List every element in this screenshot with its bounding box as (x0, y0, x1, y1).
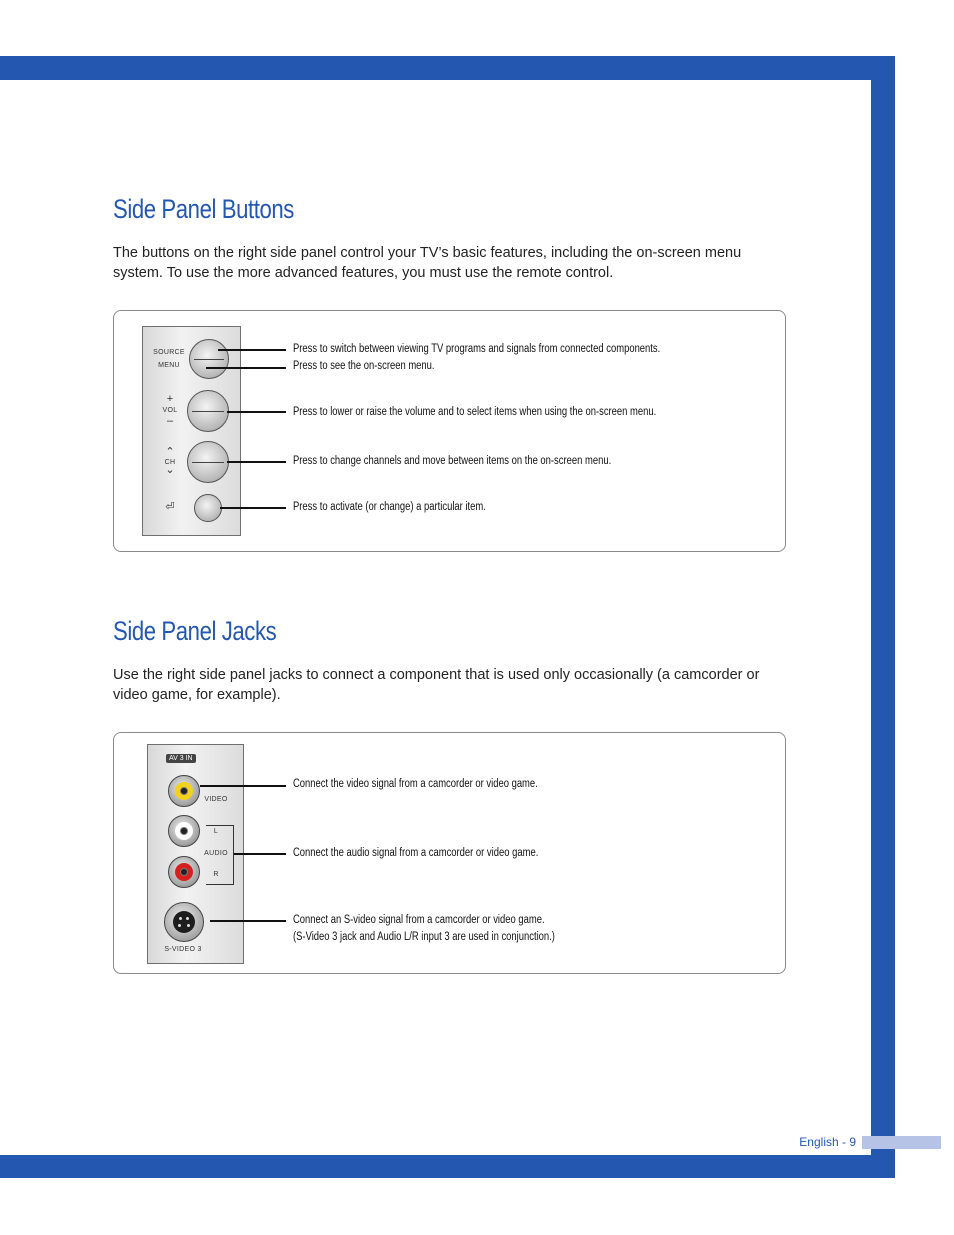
audio-label: AUDIO (204, 850, 228, 857)
enter-icon: ⏎ (165, 501, 175, 513)
video-callout: Connect the video signal from a camcorder or video game. (293, 778, 538, 790)
vol-label: VOL (162, 407, 178, 414)
audio-callout-line (234, 853, 286, 855)
jacks-section-intro: Use the right side panel jacks to connect a component that is used only occasionally (a camcorder or video game, for example). (113, 667, 760, 703)
s-video-label: S-VIDEO 3 (164, 946, 202, 953)
chevron-down-icon: ⌄ (165, 464, 175, 476)
menu-callout: Press to see the on-screen menu. (293, 360, 435, 372)
s-video-callout-line2: (S-Video 3 jack and Audio L/R input 3 are used in conjunction.) (293, 931, 555, 943)
page-frame-top (0, 56, 895, 80)
jacks-section-title: Side Panel Jacks (113, 616, 277, 646)
enter-callout-line (220, 507, 286, 509)
av3-in-badge: AV 3 IN (166, 754, 196, 763)
s-video-jack (164, 902, 204, 942)
minus-icon: – (166, 415, 174, 427)
plus-icon: + (166, 393, 174, 405)
source-callout-line (218, 349, 286, 351)
audio-r-label: R (213, 871, 219, 878)
vol-callout-line (227, 411, 286, 413)
vol-callout: Press to lower or raise the volume and to select items when using the on-screen menu. (293, 406, 657, 418)
menu-callout-line (206, 367, 286, 369)
page-number-tab (862, 1136, 941, 1149)
chevron-up-icon: ⌃ (165, 446, 175, 458)
audio-callout: Connect the audio signal from a camcorder or video game. (293, 847, 539, 859)
enter-button (194, 494, 222, 522)
source-menu-rocker-button (189, 339, 229, 379)
video-jack (168, 775, 200, 807)
video-callout-line (200, 785, 286, 787)
volume-rocker-button (187, 390, 229, 432)
audio-l-label: L (213, 828, 219, 835)
source-label: SOURCE (153, 349, 185, 356)
ch-callout: Press to change channels and move between items on the on-screen menu. (293, 455, 612, 467)
s-video-callout-line (210, 920, 286, 922)
ch-callout-line (227, 461, 286, 463)
enter-callout: Press to activate (or change) a particular item. (293, 501, 486, 513)
audio-r-jack (168, 856, 200, 888)
page-frame-right (871, 56, 895, 1178)
ch-label: CH (164, 459, 176, 466)
s-video-callout-line1: Connect an S-video signal from a camcorder or video game. (293, 914, 545, 926)
page-frame-bottom (0, 1155, 895, 1178)
buttons-section-intro: The buttons on the right side panel control your TV’s basic features, including the on-screen menu system. To use the more advanced features, you must use the remote control. (113, 245, 742, 281)
video-label: VIDEO (204, 796, 228, 803)
source-callout: Press to switch between viewing TV programs and signals from connected components. (293, 343, 661, 355)
channel-rocker-button (187, 441, 229, 483)
buttons-section-title: Side Panel Buttons (113, 194, 294, 224)
menu-label: MENU (158, 362, 180, 369)
page-number: English - 9 (799, 1135, 856, 1149)
audio-l-jack (168, 815, 200, 847)
